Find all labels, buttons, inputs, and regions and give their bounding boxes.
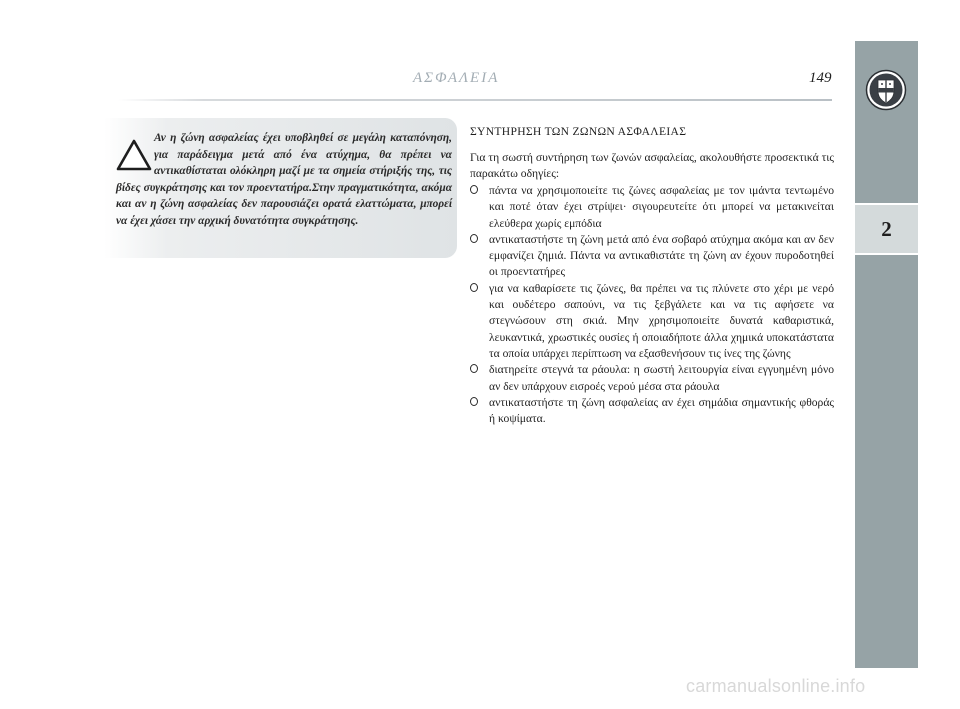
header-rule	[118, 99, 832, 101]
list-item-text: πάντα να χρησιμοποιείτε τις ζώνες ασφαλείας με τον ιμάντα τεντωμένο και ποτέ όταν έχει στρίψει· σιγουρευτείτε ότι μπορεί να μετακινείται ελεύθερα χωρίς εμπόδια	[489, 184, 834, 230]
bullet-circle-icon	[470, 397, 478, 406]
list-item-text: για να καθαρίσετε τις ζώνες, θα πρέπει να τις πλύνετε στο χέρι με νερό και ουδέτερο σαπούνι, να τις ξεβγάλετε και να τις αφήσετε να στεγνώσουν στη σκιά. Μην χρησιμοποιείτε δυνατά καθαριστικά, λευκαντικά, χρωστικές ουσίες ή οποιαδήποτε άλλα χημικά υποκατάστατα τα οποία υπάρχει περίπτωση να εξασθενήσουν τις ίνες της ζώνης	[489, 281, 834, 360]
bullet-circle-icon	[470, 185, 478, 194]
list-item	[470, 395, 834, 428]
list-item	[470, 362, 834, 395]
list-item-text: αντικαταστήστε τη ζώνη ασφαλείας αν έχει σημάδια σημαντικής φθοράς ή κοψίματα.	[489, 395, 834, 426]
chapter-number: 2	[855, 203, 918, 255]
bullet-circle-icon	[470, 234, 478, 243]
section-heading: ΣΥΝΤΗΡΗΣΗ ΤΩΝ ΖΩΝΩΝ ΑΣΦΑΛΕΙΑΣ	[470, 125, 687, 138]
bullet-circle-icon	[470, 283, 478, 292]
header-title: ΑΣΦΑΛΕΙΑ	[413, 70, 500, 86]
list-item	[470, 232, 834, 281]
list-item-text: διατηρείτε στεγνά τα ράουλα: η σωστή λειτουργία είναι εγγυημένη μόνο αν δεν υπάρχουν εισροές νερού μέσα στα ράουλα	[489, 363, 834, 393]
list-item	[470, 183, 834, 232]
page-number: 149	[809, 70, 832, 86]
site-watermark: carmanualsonline.info	[686, 676, 866, 696]
lancia-shield-logo-icon	[865, 69, 907, 111]
list-item	[470, 281, 834, 362]
list-item-text: αντικαταστήστε τη ζώνη μετά από ένα σοβαρό ατύχημα ακόμα και αν δεν εμφανίζει ζημιά. Πάντα να αντικαθιστάτε τη ζώνη αν έχουν πυροδοτηθεί οι προεντατήρες	[489, 232, 834, 279]
chapter-side-bar	[855, 41, 918, 668]
bullet-circle-icon	[470, 364, 478, 373]
warning-text: Αν η ζώνη ασφαλείας έχει υποβληθεί σε μεγάλη καταπόνηση, για παράδειγμα μετά από ένα ατύχημα, θα πρέπει να αντικαθίσταται ολόκληρη μαζί με τα σημεία στήριξής της, τις βίδες συγκράτησης και τον προεντατήρα.Στην πραγματικότητα, ακόμα και αν η ζώνη ασφαλείας δεν παρουσιάζει ορατά ελαττώματα, μπορεί να έχει χάσει την αρχική δυνατότητα συγκράτησης.	[116, 132, 452, 227]
section-intro: Για τη σωστή συντήρηση των ζωνών ασφαλείας, ακολουθήστε προσεκτικά τις παρακάτω οδηγίες:	[470, 151, 834, 181]
maintenance-instructions-list	[470, 183, 834, 427]
